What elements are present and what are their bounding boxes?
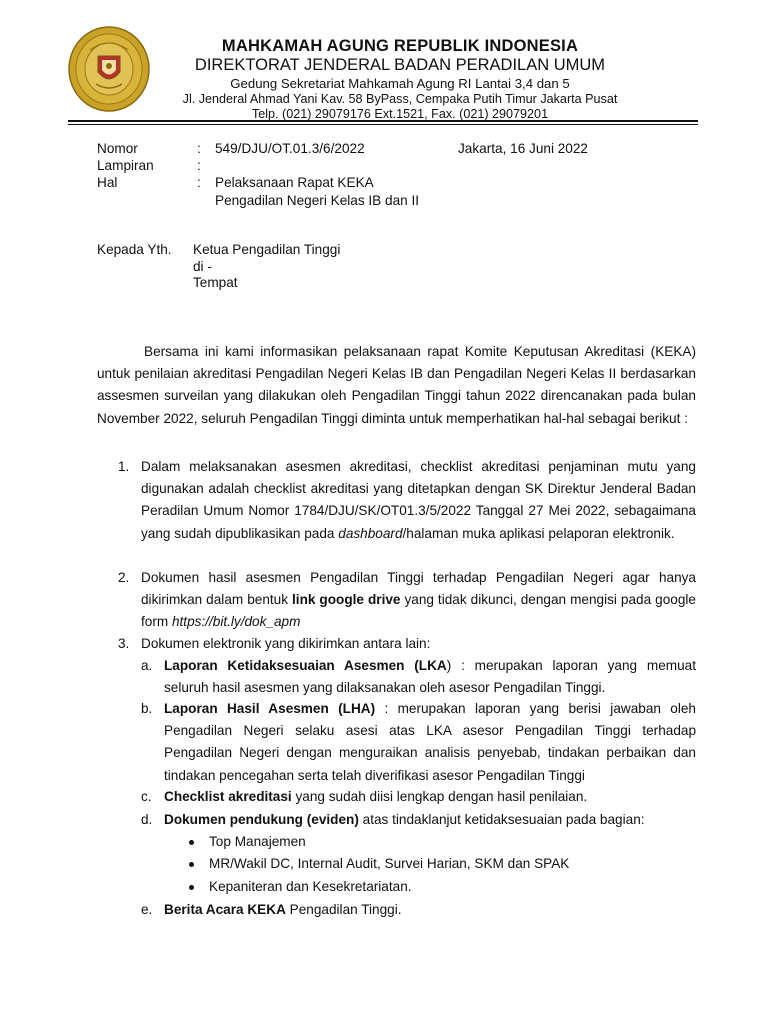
item-2-bold: link google drive — [292, 592, 401, 608]
nomor-label: Nomor — [97, 141, 138, 156]
hal-row — [97, 174, 497, 210]
bullet-icon — [189, 840, 194, 845]
item-1-text — [141, 456, 696, 545]
recipient-location: di - — [193, 259, 212, 274]
item-2-text-mid: yang tidak dikunci, dengan mengisi pada google form — [141, 592, 696, 630]
intro-paragraph: Bersama ini kami informasikan pelaksanaan rapat Komite Keputusan Akreditasi (KEKA) untuk penilaian akreditasi Pengadilan Negeri Kelas IB dan Pengadilan Negeri Kelas II berdasarkan assesmen surveilan yang dilakukan oleh Pengadilan Tinggi tahun 2022 direncanakan pada bulan November 2022, seluruh Pengadilan Tinggi diminta untuk memperhatikan hal-hal sebagai berikut : — [97, 344, 696, 426]
office-building: Gedung Sekretariat Mahkamah Agung RI Lantai 3,4 dan 5 — [230, 76, 570, 91]
colon: : — [197, 141, 201, 156]
lampiran-row — [97, 157, 447, 175]
subitem-c-letter: c. — [141, 789, 152, 804]
letterhead-divider-thin — [68, 124, 698, 125]
bullet-item: Kepaniteran dan Kesekretariatan. — [209, 879, 412, 894]
subitem-d-letter: d. — [141, 812, 153, 827]
item-2-text-main: Dokumen hasil asesmen Pengadilan Tinggi terhadap Pengadilan Negeri agar hanya dikirimkan dalam bentuk — [141, 570, 696, 608]
mahkamah-agung-emblem-icon — [68, 26, 150, 112]
subitem-a-bold: Laporan Ketidaksesuaian Asesmen (LKA — [164, 658, 447, 673]
directorate-name: DIREKTORAT JENDERAL BADAN PERADILAN UMUM — [194, 56, 606, 74]
bullet-item: Top Manajemen — [209, 834, 306, 849]
subitem-a-letter: a. — [141, 658, 153, 673]
item-3-text: Dokumen elektronik yang dikirimkan antara lain: — [141, 636, 431, 651]
hal-value-line2: Pengadilan Negeri Kelas IB dan II — [215, 192, 420, 208]
subitem-c-bold: Checklist akreditasi — [164, 789, 292, 804]
hal-label: Hal — [97, 175, 118, 190]
subitem-d-text — [164, 809, 696, 831]
subitem-e-bold: Berita Acara KEKA — [164, 902, 286, 917]
office-contact: Telp. (021) 29079176 Ext.1521, Fax. (021) 29079201 — [251, 107, 549, 121]
colon: : — [197, 158, 201, 173]
letterhead — [150, 36, 650, 122]
item-3-number: 3. — [118, 636, 130, 651]
bullet-icon — [189, 862, 194, 867]
hal-value-line1: Pelaksanaan Rapat KEKA — [215, 175, 374, 190]
lampiran-label: Lampiran — [97, 158, 154, 173]
office-address: Jl. Jenderal Ahmad Yani Kav. 58 ByPass, Cempaka Putih Timur Jakarta Pusat — [182, 92, 618, 106]
subitem-d-bold: Dokumen pendukung (eviden) — [164, 812, 359, 827]
google-form-link[interactable]: https://bit.ly/dok_apm — [171, 614, 301, 630]
item-1-number: 1. — [118, 459, 130, 474]
item-1-italic: dashboard — [338, 525, 403, 541]
subitem-c-rest: yang sudah diisi lengkap dengan hasil penilaian. — [291, 789, 588, 804]
subitem-a-rest: ) : merupakan laporan yang memuat seluruh hasil asesmen yang dilaksanakan oleh asesor Pengadilan Tinggi. — [164, 658, 696, 696]
item-2-text — [141, 567, 696, 634]
subitem-d-rest: atas tindaklanjut ketidaksesuaian pada bagian: — [358, 812, 645, 827]
item-1-text-end: /halaman muka aplikasi pelaporan elektronik. — [402, 525, 675, 541]
nomor-row — [97, 140, 447, 158]
subitem-e-letter: e. — [141, 902, 153, 917]
item-2-number: 2. — [118, 570, 130, 585]
subitem-c-text — [164, 786, 696, 808]
recipient-name: Ketua Pengadilan Tinggi — [193, 242, 341, 257]
item-1-text-main: Dalam melaksanakan asesmen akreditasi, checklist akreditasi penjaminan mutu yang digunakan adalah checklist akreditasi yang ditetapkan dengan SK Direktur Jenderal Badan Peradilan Umum Nomor 1784/DJU/SK/OT01.3/5/2022 Tanggal 27 Mei 2022, sebagaimana yang sudah dipublikasikan pada — [141, 459, 696, 541]
subitem-e-text — [164, 899, 696, 921]
subitem-b-text — [164, 698, 696, 787]
subitem-e-rest: Pengadilan Tinggi. — [285, 902, 402, 917]
bullet-icon — [189, 885, 194, 890]
letterhead-divider-thick — [68, 120, 698, 122]
bullet-item: MR/Wakil DC, Internal Audit, Survei Harian, SKM dan SPAK — [209, 856, 570, 871]
subitem-b-letter: b. — [141, 701, 153, 716]
subitem-b-rest: : merupakan laporan yang berisi jawaban oleh Pengadilan Negeri selaku asesi atas LKA asesor Pengadilan Tinggi terhadap Pengadilan Negeri dengan menguraikan analisis penyebab, tindakan perbaikan dan tindakan pencegahan serta telah diverifikasi asesor Pengadilan Tinggi — [164, 701, 696, 783]
subitem-b-bold: Laporan Hasil Asesmen (LHA) — [164, 701, 376, 716]
recipient-place: Tempat — [193, 275, 238, 290]
recipient-label: Kepada Yth. — [97, 242, 172, 257]
institution-name: MAHKAMAH AGUNG REPUBLIK INDONESIA — [221, 37, 579, 55]
subitem-a-text — [164, 655, 696, 699]
nomor-value: 549/DJU/OT.01.3/6/2022 — [215, 141, 365, 156]
letter-date: Jakarta, 16 Juni 2022 — [458, 141, 588, 156]
colon: : — [197, 175, 201, 190]
